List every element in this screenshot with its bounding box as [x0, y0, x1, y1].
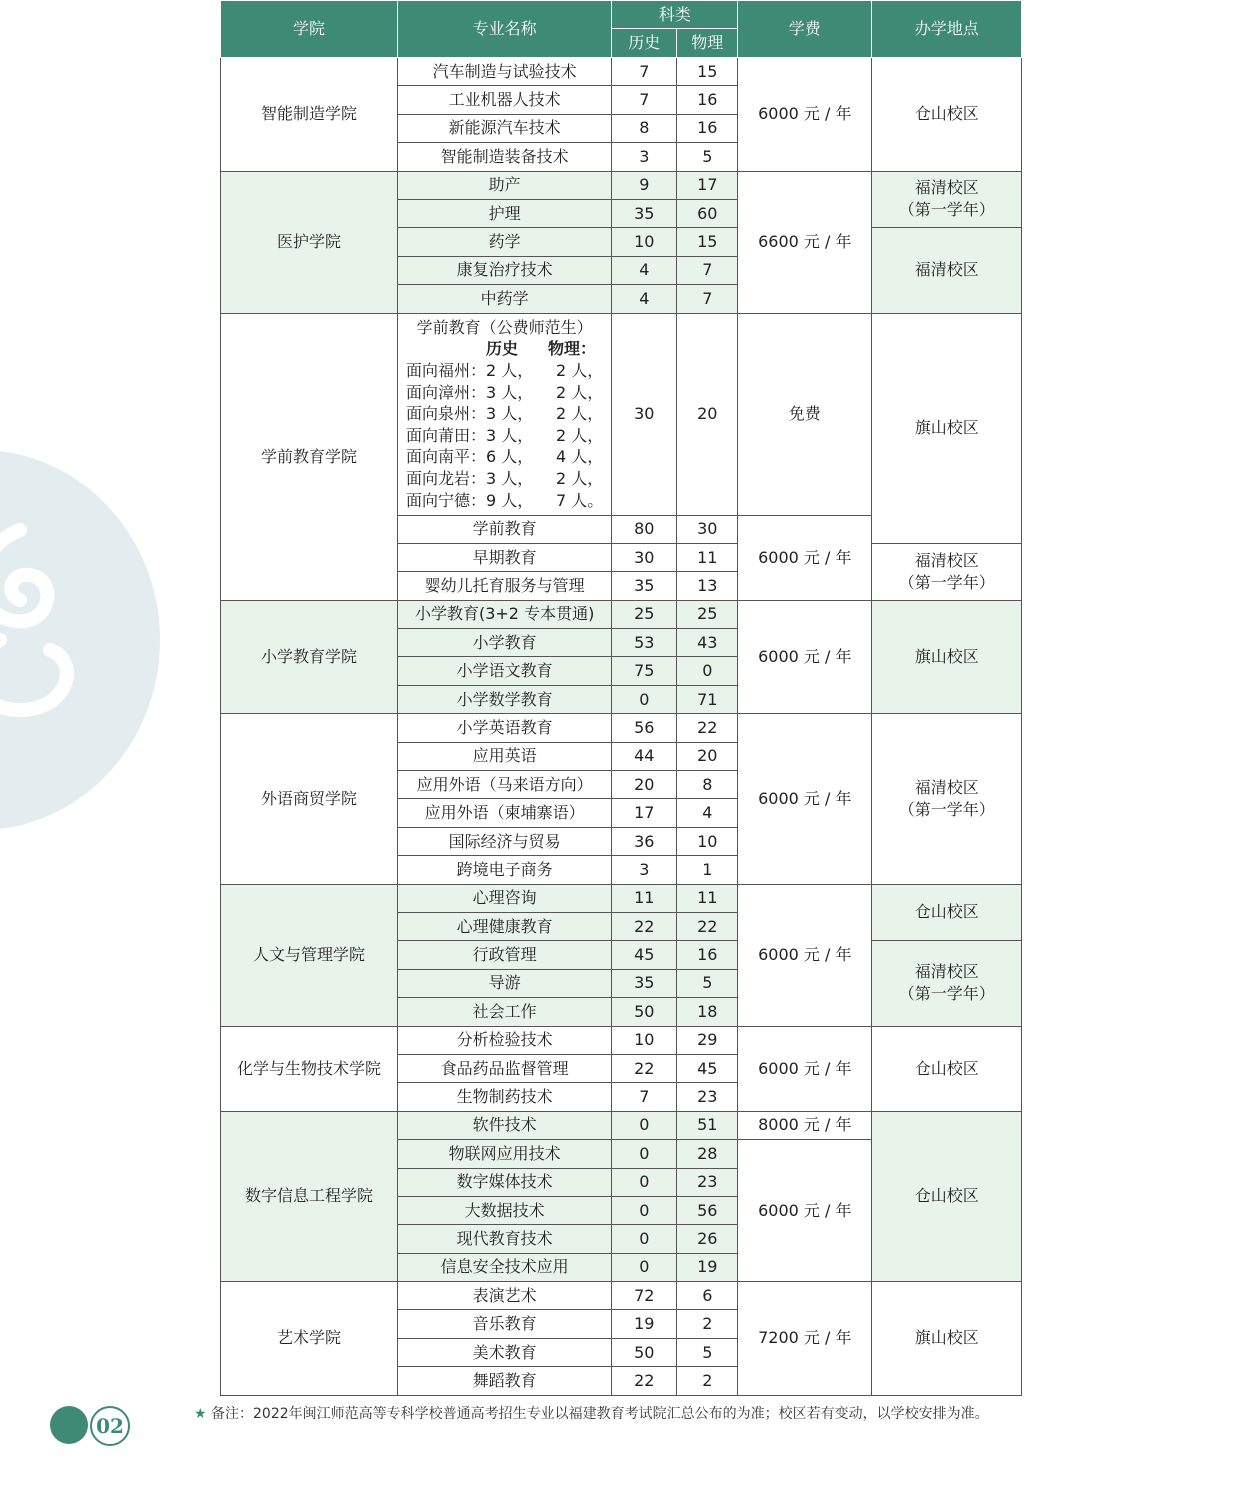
major-cell: 早期教育 [398, 543, 612, 571]
physics-count: 15 [677, 228, 738, 256]
major-cell: 音乐教育 [398, 1310, 612, 1338]
history-count: 0 [612, 1253, 677, 1281]
physics-count: 25 [677, 600, 738, 628]
major-cell: 小学教育(3+2 专本贯通) [398, 600, 612, 628]
major-cell: 小学教育 [398, 629, 612, 657]
quota-history: 2 人， [486, 361, 534, 381]
major-cell: 信息安全技术应用 [398, 1253, 612, 1281]
table-row [221, 714, 1022, 742]
quota-history: 3 人， [486, 469, 534, 488]
quota-line [406, 446, 603, 468]
major-cell: 大数据技术 [398, 1196, 612, 1224]
physics-count: 26 [677, 1225, 738, 1253]
quota-area: 面向南平： [406, 447, 487, 467]
physics-count: 22 [677, 714, 738, 742]
quota-area: 面向龙岩： [406, 469, 487, 488]
major-cell: 智能制造装备技术 [398, 143, 612, 171]
page-number [50, 1406, 132, 1446]
history-count: 45 [612, 941, 677, 969]
college-cell: 学前教育学院 [221, 313, 398, 600]
history-count: 75 [612, 657, 677, 685]
major-cell: 生物制药技术 [398, 1083, 612, 1111]
college-cell: 数字信息工程学院 [221, 1111, 398, 1281]
major-cell: 学前教育 [398, 515, 612, 543]
physics-count: 15 [677, 58, 738, 86]
quota-history: 3 人， [486, 404, 534, 424]
history-count: 7 [612, 58, 677, 86]
campus-name: 福清校区 [914, 962, 979, 982]
physics-count: 22 [677, 912, 738, 940]
physics-count: 56 [677, 1196, 738, 1224]
quota-line [406, 468, 603, 490]
history-count: 7 [612, 1083, 677, 1111]
history-count: 22 [612, 1054, 677, 1082]
history-count: 35 [612, 199, 677, 227]
history-count: 10 [612, 1026, 677, 1054]
campus-cell [872, 313, 1022, 543]
college-cell: 外语商贸学院 [221, 714, 398, 884]
history-count: 0 [612, 1196, 677, 1224]
header-category: 科类 [612, 1, 738, 29]
history-count: 25 [612, 600, 677, 628]
physics-count: 10 [677, 827, 738, 855]
history-count: 0 [612, 685, 677, 713]
campus-name: 旗山校区 [914, 1328, 979, 1348]
major-cell: 物联网应用技术 [398, 1140, 612, 1168]
major-cell: 护理 [398, 199, 612, 227]
physics-count: 5 [677, 143, 738, 171]
table-row [221, 600, 1022, 628]
quota-line [406, 360, 603, 382]
footnote [194, 1403, 989, 1423]
table-row [221, 171, 1022, 199]
campus-cell [872, 171, 1022, 228]
history-count: 22 [612, 912, 677, 940]
history-count: 30 [612, 313, 677, 515]
college-cell: 化学与生物技术学院 [221, 1026, 398, 1111]
major-cell: 表演艺术 [398, 1282, 612, 1310]
campus-name: 旗山校区 [914, 646, 979, 666]
college-cell: 艺术学院 [221, 1282, 398, 1396]
physics-count: 18 [677, 998, 738, 1026]
quota-physics: 2 人， [556, 425, 604, 445]
major-cell: 小学英语教育 [398, 714, 612, 742]
tuition-cell: 6000 元 / 年 [738, 1026, 872, 1111]
campus-cell [872, 1111, 1022, 1281]
history-count: 19 [612, 1310, 677, 1338]
quota-line [406, 490, 603, 512]
college-cell: 人文与管理学院 [221, 884, 398, 1026]
physics-count: 7 [677, 285, 738, 313]
major-name: 学前教育（公费师范生） [416, 317, 593, 337]
history-count: 35 [612, 572, 677, 600]
school-logo-icon [50, 1406, 88, 1444]
major-cell: 美术教育 [398, 1338, 612, 1366]
campus-cell [872, 58, 1022, 172]
header-tuition: 学费 [738, 1, 872, 58]
tuition-cell: 6000 元 / 年 [738, 515, 872, 600]
campus-name: 福清校区 [914, 550, 979, 570]
campus-sub: （第一学年） [898, 572, 995, 592]
physics-count: 2 [677, 1367, 738, 1395]
history-count: 80 [612, 515, 677, 543]
major-cell: 国际经济与贸易 [398, 827, 612, 855]
physics-count: 23 [677, 1168, 738, 1196]
major-cell: 数字媒体技术 [398, 1168, 612, 1196]
campus-sub: （第一学年） [898, 984, 995, 1004]
major-cell: 心理健康教育 [398, 912, 612, 940]
major-cell: 中药学 [398, 285, 612, 313]
tuition-cell: 6000 元 / 年 [738, 58, 872, 172]
history-count: 53 [612, 629, 677, 657]
quota-physics: 2 人， [556, 469, 604, 488]
quota-head-history: 历史 [486, 339, 519, 359]
campus-cell [872, 228, 1022, 313]
physics-count: 60 [677, 199, 738, 227]
tuition-cell: 6000 元 / 年 [738, 1140, 872, 1282]
table-row [221, 1111, 1022, 1139]
campus-sub: （第一学年） [898, 799, 995, 819]
history-count: 44 [612, 742, 677, 770]
campus-name: 仓山校区 [914, 902, 979, 922]
history-count: 36 [612, 827, 677, 855]
campus-cell [872, 714, 1022, 884]
campus-cell [872, 941, 1022, 1026]
major-cell: 康复治疗技术 [398, 256, 612, 284]
quota-physics: 7 人。 [556, 490, 604, 510]
campus-name: 福清校区 [914, 777, 979, 797]
quota-line [406, 403, 603, 425]
physics-count: 8 [677, 771, 738, 799]
header-campus: 办学地点 [872, 1, 1022, 58]
physics-count: 29 [677, 1026, 738, 1054]
major-cell: 心理咨询 [398, 884, 612, 912]
physics-count: 19 [677, 1253, 738, 1281]
history-count: 22 [612, 1367, 677, 1395]
campus-name: 仓山校区 [914, 104, 979, 124]
history-count: 0 [612, 1111, 677, 1139]
history-count: 56 [612, 714, 677, 742]
history-count: 3 [612, 143, 677, 171]
campus-name: 福清校区 [914, 260, 979, 280]
campus-name: 仓山校区 [914, 1186, 979, 1206]
physics-count: 20 [677, 313, 738, 515]
table-row [221, 1282, 1022, 1310]
history-count: 0 [612, 1225, 677, 1253]
major-cell: 应用外语（马来语方向） [398, 771, 612, 799]
header-college: 学院 [221, 1, 398, 58]
table-row [221, 58, 1022, 86]
campus-sub: （第一学年） [898, 200, 995, 220]
quota-physics: 2 人， [556, 382, 604, 402]
quota-history: 9 人， [486, 490, 534, 510]
campus-name: 旗山校区 [914, 418, 979, 438]
physics-count: 2 [677, 1310, 738, 1338]
college-cell: 小学教育学院 [221, 600, 398, 714]
campus-cell [872, 884, 1022, 941]
history-count: 11 [612, 884, 677, 912]
major-cell: 分析检验技术 [398, 1026, 612, 1054]
quota-head-physics: 物理： [548, 339, 597, 359]
quota-history: 3 人， [486, 425, 534, 445]
tuition-cell: 6000 元 / 年 [738, 884, 872, 1026]
campus-cell [872, 1026, 1022, 1111]
major-cell: 社会工作 [398, 998, 612, 1026]
admission-table [220, 0, 1022, 1396]
quota-area: 面向福州： [406, 361, 487, 381]
tuition-cell: 6600 元 / 年 [738, 171, 872, 313]
header-major: 专业名称 [398, 1, 612, 58]
quota-area: 面向漳州： [406, 382, 487, 402]
major-cell: 应用英语 [398, 742, 612, 770]
major-cell: 工业机器人技术 [398, 86, 612, 114]
major-cell: 舞蹈教育 [398, 1367, 612, 1395]
header-physics: 物理 [677, 29, 738, 58]
tuition-cell: 6000 元 / 年 [738, 714, 872, 884]
physics-count: 20 [677, 742, 738, 770]
page-number-label: 02 [90, 1406, 130, 1446]
major-cell: 行政管理 [398, 941, 612, 969]
physics-count: 11 [677, 543, 738, 571]
history-count: 3 [612, 856, 677, 884]
history-count: 72 [612, 1282, 677, 1310]
physics-count: 6 [677, 1282, 738, 1310]
history-count: 20 [612, 771, 677, 799]
quota-area: 面向泉州： [406, 404, 487, 424]
quota-area: 面向宁德： [406, 490, 487, 510]
physics-count: 0 [677, 657, 738, 685]
quota-area: 面向莆田： [406, 425, 487, 445]
physics-count: 28 [677, 1140, 738, 1168]
tuition-cell: 免费 [738, 313, 872, 515]
history-count: 4 [612, 285, 677, 313]
physics-count: 51 [677, 1111, 738, 1139]
major-cell: 软件技术 [398, 1111, 612, 1139]
physics-count: 11 [677, 884, 738, 912]
physics-count: 16 [677, 941, 738, 969]
table-row [221, 1026, 1022, 1054]
physics-count: 16 [677, 114, 738, 142]
physics-count: 13 [677, 572, 738, 600]
physics-count: 5 [677, 969, 738, 997]
history-count: 7 [612, 86, 677, 114]
campus-cell [872, 543, 1022, 600]
major-cell: 药学 [398, 228, 612, 256]
history-count: 50 [612, 998, 677, 1026]
quota-history: 6 人， [486, 447, 534, 467]
quota-physics: 4 人， [556, 447, 604, 467]
major-cell: 婴幼儿托育服务与管理 [398, 572, 612, 600]
quota-header [406, 338, 603, 360]
table-row [221, 884, 1022, 912]
major-cell: 助产 [398, 171, 612, 199]
decorative-swirl-icon [0, 520, 100, 720]
physics-count: 23 [677, 1083, 738, 1111]
table-row [221, 313, 1022, 515]
history-count: 30 [612, 543, 677, 571]
campus-name: 仓山校区 [914, 1058, 979, 1078]
physics-count: 30 [677, 515, 738, 543]
physics-count: 16 [677, 86, 738, 114]
history-count: 9 [612, 171, 677, 199]
quota-history: 3 人， [486, 382, 534, 402]
major-cell: 应用外语（柬埔寨语） [398, 799, 612, 827]
quota-physics: 2 人， [556, 361, 604, 381]
history-count: 17 [612, 799, 677, 827]
major-cell: 跨境电子商务 [398, 856, 612, 884]
history-count: 0 [612, 1140, 677, 1168]
physics-count: 1 [677, 856, 738, 884]
table-body [221, 58, 1022, 1396]
physics-count: 71 [677, 685, 738, 713]
major-cell: 新能源汽车技术 [398, 114, 612, 142]
physics-count: 17 [677, 171, 738, 199]
history-count: 0 [612, 1168, 677, 1196]
footnote-text: 备注：2022年闽江师范高等专科学校普通高考招生专业以福建教育考试院汇总公布的为准；校区若有变动，以学校安排为准。 [211, 1406, 989, 1422]
physics-count: 43 [677, 629, 738, 657]
campus-cell [872, 1282, 1022, 1396]
major-cell: 汽车制造与试验技术 [398, 58, 612, 86]
quota-physics: 2 人， [556, 404, 604, 424]
physics-count: 7 [677, 256, 738, 284]
history-count: 4 [612, 256, 677, 284]
header-history: 历史 [612, 29, 677, 58]
quota-line [406, 382, 603, 404]
major-cell-quota [398, 313, 612, 515]
tuition-cell: 6000 元 / 年 [738, 600, 872, 714]
major-cell: 现代教育技术 [398, 1225, 612, 1253]
major-cell: 小学语文教育 [398, 657, 612, 685]
physics-count: 5 [677, 1338, 738, 1366]
physics-count: 4 [677, 799, 738, 827]
college-cell: 智能制造学院 [221, 58, 398, 172]
history-count: 50 [612, 1338, 677, 1366]
history-count: 35 [612, 969, 677, 997]
campus-cell [872, 600, 1022, 714]
quota-line [406, 425, 603, 447]
history-count: 8 [612, 114, 677, 142]
major-cell: 导游 [398, 969, 612, 997]
major-cell: 小学数学教育 [398, 685, 612, 713]
tuition-cell: 8000 元 / 年 [738, 1111, 872, 1139]
history-count: 10 [612, 228, 677, 256]
campus-name: 福清校区 [914, 178, 979, 198]
college-cell: 医护学院 [221, 171, 398, 313]
major-cell: 食品药品监督管理 [398, 1054, 612, 1082]
tuition-cell: 7200 元 / 年 [738, 1282, 872, 1396]
physics-count: 45 [677, 1054, 738, 1082]
star-icon: ★ [194, 1406, 207, 1422]
